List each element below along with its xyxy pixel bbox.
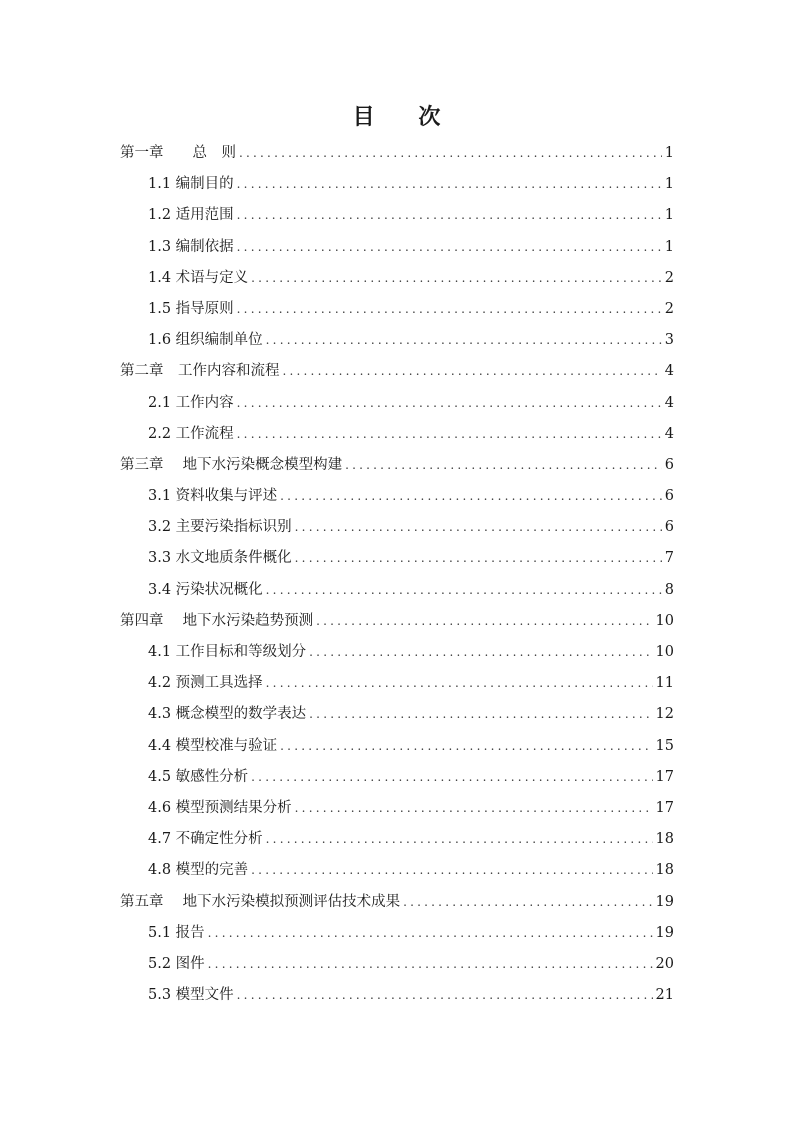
toc-page-number: 1: [664, 145, 674, 161]
toc-dot-leader: [283, 356, 662, 387]
toc-entry-label: 2.2 工作流程: [148, 425, 234, 442]
toc-page-number: 1: [664, 207, 674, 224]
toc-entry-label: 第二章 工作内容和流程: [120, 363, 280, 380]
toc-section-entry[interactable]: [120, 419, 674, 450]
toc-page-number: 18: [655, 862, 674, 879]
toc-dot-leader: [251, 855, 652, 886]
toc-section-entry[interactable]: [120, 918, 674, 949]
toc-section-entry[interactable]: [120, 232, 674, 263]
table-of-contents: [120, 138, 674, 1011]
toc-dot-leader: [345, 450, 662, 481]
toc-page-number: 1: [664, 238, 674, 255]
toc-entry-label: 4.1 工作目标和等级划分: [148, 644, 307, 660]
toc-section-entry[interactable]: [120, 824, 674, 855]
toc-section-entry[interactable]: [120, 543, 674, 574]
toc-dot-leader: [280, 481, 662, 512]
toc-section-entry[interactable]: [120, 793, 674, 824]
toc-page-number: 4: [664, 394, 674, 411]
toc-section-entry[interactable]: [120, 699, 674, 730]
toc-dot-leader: [251, 762, 652, 793]
toc-page-number: 17: [655, 768, 674, 785]
toc-section-entry[interactable]: [120, 200, 674, 231]
toc-page-number: 2: [664, 269, 674, 286]
toc-page-number: 17: [655, 799, 674, 816]
toc-section-entry[interactable]: [120, 731, 674, 762]
toc-section-entry[interactable]: [120, 263, 674, 294]
toc-page-number: 3: [664, 332, 674, 349]
toc-entry-label: 1.6 组织编制单位: [148, 332, 263, 349]
toc-page-number: 18: [655, 831, 674, 848]
toc-dot-leader: [208, 949, 653, 980]
toc-chapter-entry[interactable]: [120, 138, 674, 169]
toc-entry-label: 5.3 模型文件: [148, 987, 234, 1004]
toc-page-number: 7: [664, 550, 674, 567]
toc-entry-label: 4.7 不确定性分析: [148, 831, 263, 848]
toc-dot-leader: [266, 668, 653, 699]
toc-entry-label: 1.2 适用范围: [148, 207, 234, 224]
toc-section-entry[interactable]: [120, 575, 674, 606]
toc-dot-leader: [266, 575, 662, 606]
toc-section-entry[interactable]: [120, 855, 674, 886]
toc-entry-label: 4.6 模型预测结果分析: [148, 799, 292, 816]
toc-chapter-entry[interactable]: [120, 450, 674, 481]
toc-entry-label: 5.1 报告: [148, 924, 205, 941]
toc-page-number: 6: [664, 488, 674, 505]
toc-entry-label: 3.2 主要污染指标识别: [148, 519, 292, 536]
toc-section-entry[interactable]: [120, 762, 674, 793]
toc-section-entry[interactable]: [120, 949, 674, 980]
toc-dot-leader: [266, 824, 653, 855]
toc-entry-label: 1.3 编制依据: [148, 238, 234, 255]
toc-dot-leader: [237, 980, 653, 1011]
toc-section-entry[interactable]: [120, 388, 674, 419]
toc-entry-label: 3.4 污染状况概化: [148, 581, 263, 598]
toc-entry-label: 第一章 总 则: [120, 145, 236, 161]
toc-page-number: 10: [655, 644, 674, 660]
toc-section-entry[interactable]: [120, 294, 674, 325]
toc-dot-leader: [295, 512, 662, 543]
toc-entry-label: 3.3 水文地质条件概化: [148, 550, 292, 567]
toc-chapter-entry[interactable]: [120, 356, 674, 387]
toc-entry-label: 4.3 概念模型的数学表达: [148, 706, 307, 723]
toc-page-number: 19: [655, 893, 674, 910]
toc-section-entry[interactable]: [120, 169, 674, 200]
toc-entry-label: 1.5 指导原则: [148, 300, 234, 317]
toc-chapter-entry[interactable]: [120, 606, 674, 637]
toc-dot-leader: [309, 637, 652, 668]
toc-section-entry[interactable]: [120, 637, 674, 668]
toc-chapter-entry[interactable]: [120, 887, 674, 918]
toc-dot-leader: [295, 543, 662, 574]
toc-entry-label: 4.2 预测工具选择: [148, 675, 263, 692]
toc-section-entry[interactable]: [120, 980, 674, 1011]
toc-page-number: 4: [664, 363, 674, 380]
toc-page-number: 21: [655, 987, 674, 1004]
toc-dot-leader: [208, 918, 653, 949]
toc-dot-leader: [266, 325, 662, 356]
toc-page-number: 6: [664, 519, 674, 536]
toc-page-number: 15: [655, 737, 674, 754]
toc-dot-leader: [237, 169, 662, 200]
toc-entry-label: 3.1 资料收集与评述: [148, 488, 278, 505]
toc-dot-leader: [237, 388, 662, 419]
toc-page-number: 12: [655, 706, 674, 723]
toc-section-entry[interactable]: [120, 668, 674, 699]
toc-page-number: 4: [664, 425, 674, 442]
toc-dot-leader: [251, 263, 662, 294]
toc-page-number: 6: [664, 456, 674, 473]
toc-dot-leader: [316, 606, 652, 637]
page-title: 目 次: [352, 104, 459, 130]
toc-dot-leader: [239, 138, 662, 169]
toc-page-number: 10: [655, 612, 674, 629]
toc-dot-leader: [237, 200, 662, 231]
toc-entry-label: 5.2 图件: [148, 955, 205, 972]
toc-entry-label: 4.8 模型的完善: [148, 862, 249, 879]
toc-entry-label: 第五章 地下水污染模拟预测评估技术成果: [120, 893, 401, 910]
toc-page-number: 1: [664, 176, 674, 193]
toc-entry-label: 2.1 工作内容: [148, 394, 234, 411]
toc-dot-leader: [295, 793, 653, 824]
toc-page-number: 8: [664, 581, 674, 598]
toc-dot-leader: [309, 699, 652, 730]
toc-dot-leader: [237, 419, 662, 450]
toc-page-number: 11: [655, 675, 674, 692]
toc-page-number: 20: [655, 955, 674, 972]
toc-dot-leader: [403, 887, 652, 918]
toc-entry-label: 1.4 术语与定义: [148, 269, 249, 286]
toc-entry-label: 4.5 敏感性分析: [148, 768, 249, 785]
toc-section-entry[interactable]: [120, 325, 674, 356]
toc-dot-leader: [280, 731, 652, 762]
toc-entry-label: 第三章 地下水污染概念模型构建: [120, 456, 343, 473]
toc-dot-leader: [237, 232, 662, 263]
toc-dot-leader: [237, 294, 662, 325]
toc-section-entry[interactable]: [120, 512, 674, 543]
toc-entry-label: 1.1 编制目的: [148, 176, 234, 193]
toc-entry-label: 第四章 地下水污染趋势预测: [120, 612, 314, 629]
toc-section-entry[interactable]: [120, 481, 674, 512]
toc-page-number: 19: [655, 924, 674, 941]
toc-entry-label: 4.4 模型校准与验证: [148, 737, 278, 754]
toc-page-number: 2: [664, 300, 674, 317]
